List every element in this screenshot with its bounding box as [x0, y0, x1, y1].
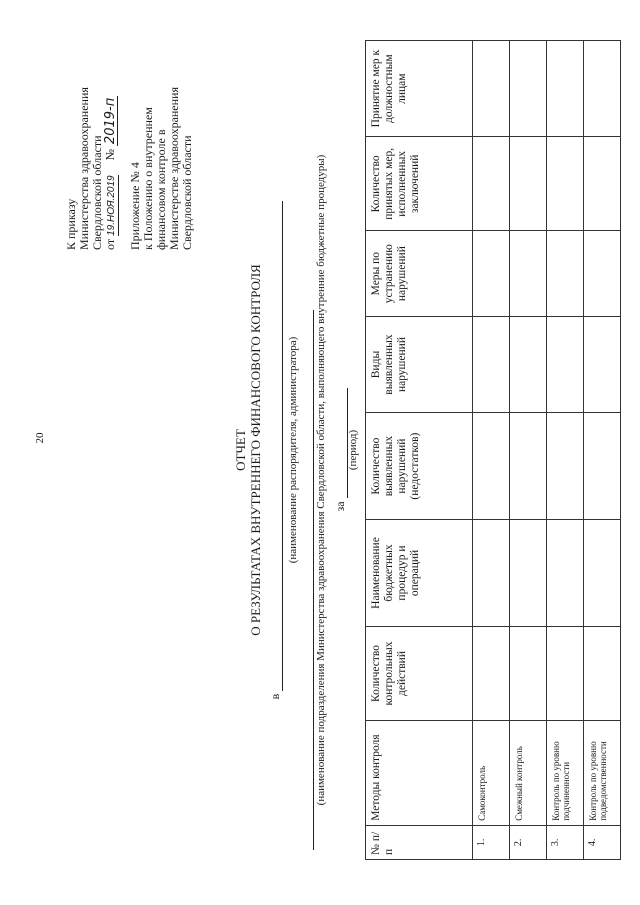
table-cell [547, 137, 584, 231]
header-procedures: Наименование бюджетных процедур и операций [366, 520, 473, 627]
header-remedies: Меры по устранению нарушений [366, 231, 473, 317]
table-row [547, 41, 584, 860]
row-num: 4. [584, 825, 621, 859]
appendix-line-2: к Положению о внутреннем [141, 107, 155, 250]
order-number: 2019-п [103, 97, 118, 145]
subdivision-caption: (наименование подразделения Министерства здравоохранения Свердловской области, выполняющего внутренние бюджетные процедуры) [315, 154, 327, 806]
row-method: Самоконтроль [473, 721, 510, 826]
table-cell [584, 626, 621, 720]
table-cell [473, 137, 510, 231]
row-method: Смежный контроль [510, 721, 547, 826]
administrator-field-row [268, 30, 283, 870]
row-num: 2. [510, 825, 547, 859]
table-cell [547, 626, 584, 720]
header-violation-types: Виды выявленных нарушений [366, 316, 473, 412]
table-cell [547, 316, 584, 412]
table-cell [510, 41, 547, 137]
header-method: Методы контроля [366, 721, 473, 826]
document-sheet [50, 30, 608, 870]
table-cell [584, 413, 621, 520]
appendix-line-4: Министерстве здравоохранения [167, 86, 181, 250]
v-label: в [268, 693, 282, 700]
table-cell [473, 316, 510, 412]
period-field-row [333, 30, 348, 870]
appendix-line-5: Свердловской области [180, 135, 194, 250]
subdivision-blank-line [313, 310, 314, 850]
number-label: № [103, 148, 117, 161]
table-row [473, 41, 510, 860]
za-label: за [333, 501, 347, 512]
table-cell [584, 41, 621, 137]
table-cell [510, 316, 547, 412]
table-header-row [366, 41, 473, 860]
header-official-measures: Принятие мер к должностным лицам [366, 41, 473, 137]
table-cell [547, 231, 584, 317]
table-cell [473, 413, 510, 520]
order-reference-block [65, 35, 194, 250]
table-cell [510, 231, 547, 317]
report-table [365, 40, 621, 860]
table-cell [510, 137, 547, 231]
table-cell [547, 41, 584, 137]
table-cell [473, 520, 510, 627]
period-caption: (период) [347, 429, 359, 471]
report-subtitle: О РЕЗУЛЬТАТАХ ВНУТРЕННЕГО ФИНАНСОВОГО КОНТРОЛЯ [248, 264, 263, 636]
table-cell [510, 626, 547, 720]
table-cell [547, 520, 584, 627]
header-violations-count: Количество выявленных нарушений (недостатков) [366, 413, 473, 520]
table-cell [473, 626, 510, 720]
report-title: ОТЧЕТ [233, 429, 248, 471]
table-row [510, 41, 547, 860]
page-number: 20 [34, 432, 46, 444]
table-cell [584, 231, 621, 317]
from-label: от [103, 238, 117, 250]
row-method: Контроль по уровню подчиненности [547, 721, 584, 826]
table-cell [584, 520, 621, 627]
table-cell [473, 41, 510, 137]
table-cell [510, 413, 547, 520]
table-cell [473, 231, 510, 317]
header-measures-count: Количество принятых мер, исполненных заключений [366, 137, 473, 231]
table-cell [584, 316, 621, 412]
row-method: Контроль по уровню подведомственности [584, 721, 621, 826]
table-cell [547, 413, 584, 520]
order-line-1: К приказу [64, 198, 78, 250]
header-control-actions: Количество контрольных действий [366, 626, 473, 720]
order-line-2: Министерства здравоохранения [77, 87, 91, 250]
order-line-3: Свердловской области [90, 135, 104, 250]
header-num: № п/п [366, 825, 473, 859]
appendix-line-3: финансовом контроле в [154, 129, 168, 250]
table-row [584, 41, 621, 860]
row-num: 3. [547, 825, 584, 859]
table-cell [510, 520, 547, 627]
appendix-line-1: Приложение № 4 [128, 162, 142, 250]
administrator-caption: (наименование распорядителя, администратора) [287, 336, 299, 564]
row-num: 1. [473, 825, 510, 859]
table-cell [584, 137, 621, 231]
order-date-number-line [104, 35, 119, 250]
administrator-blank-line [270, 201, 283, 691]
order-date: 19.НОЯ.2019 [106, 175, 117, 236]
